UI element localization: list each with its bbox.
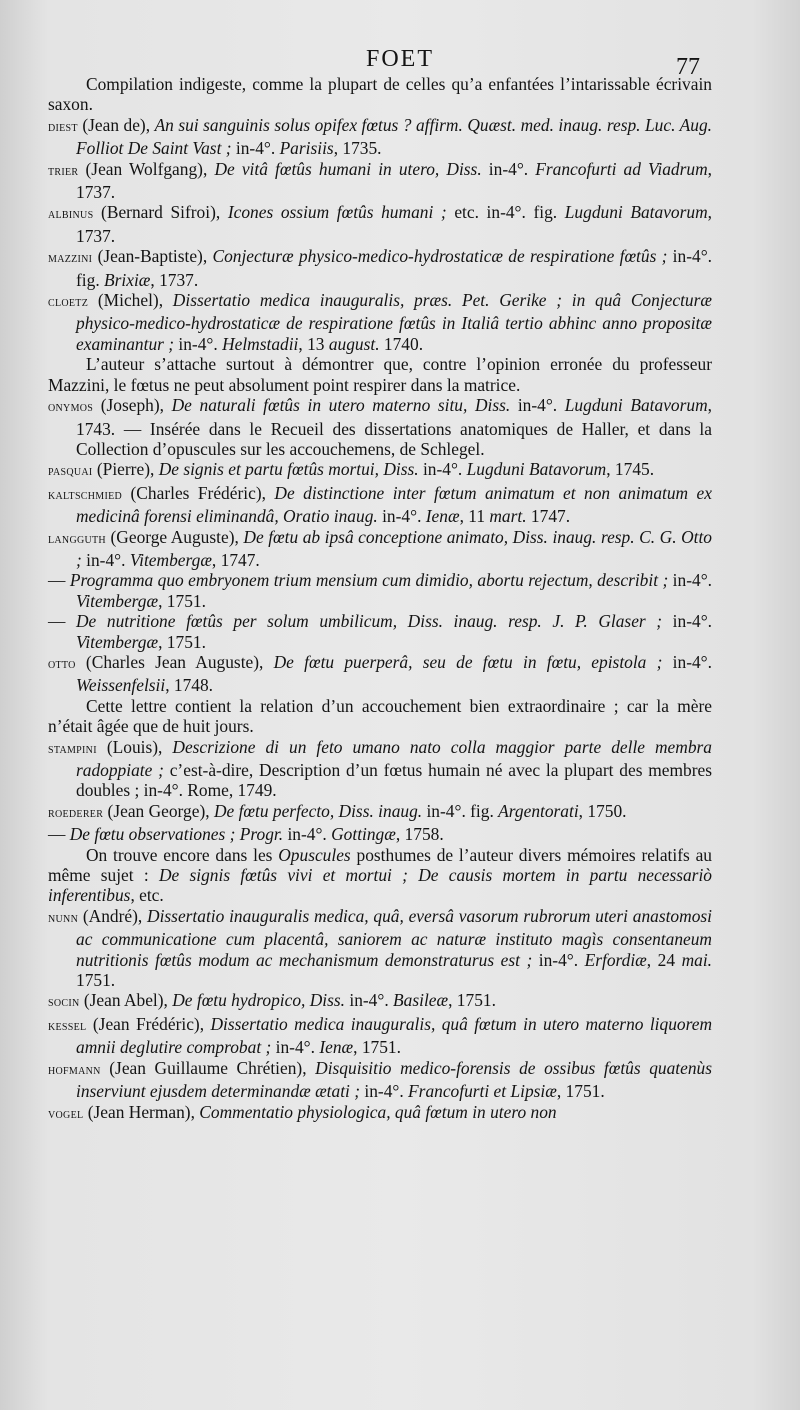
work-title: Francofurti et Lipsiæ <box>408 1081 557 1102</box>
work-title: Vitembergæ <box>76 590 159 611</box>
entry-text: in-4°. fig. <box>422 800 499 821</box>
work-title: Conjecturæ physico-medico-hydrostaticæ de respiratione fœtûs ; <box>212 246 668 267</box>
entry-text: (Pierre), <box>92 459 159 480</box>
work-title: Vitembergæ <box>129 549 212 570</box>
entry-text: , 13 <box>298 333 329 354</box>
intro-paragraph <box>48 74 712 115</box>
bibliography-entry <box>48 395 712 459</box>
work-title: mai. <box>681 949 712 970</box>
bibliography-entry <box>48 115 712 159</box>
bibliography-entry <box>48 483 712 527</box>
entry-text: in-4°. <box>231 138 280 159</box>
work-title: Parisiis <box>279 138 334 159</box>
work-title: august. <box>328 333 380 354</box>
entry-text: 1747. <box>526 506 571 527</box>
entry-text: 1751. <box>76 970 116 991</box>
author-name: hofmann <box>48 1062 101 1078</box>
entry-text: , 1751. <box>556 1081 605 1102</box>
entry-text: (Michel), <box>88 290 173 311</box>
page-number: 77 <box>676 54 700 80</box>
entry-text: etc. in-4°. fig. <box>446 202 565 223</box>
entry-text: , 11 <box>459 506 490 527</box>
work-title: Argentorati <box>498 800 579 821</box>
entry-text: (Jean Abel), <box>79 990 173 1011</box>
entry-text: , 1751. <box>353 1037 401 1058</box>
work-title: De fœtu puerperâ, seu de fœtu in fœtu, epistola ; <box>273 651 663 672</box>
author-name: albinus <box>48 207 94 223</box>
entry-text: , 24 <box>646 949 682 970</box>
commentary-paragraph <box>48 354 712 395</box>
entry-text: in-4°. <box>360 1081 409 1102</box>
entry-text: L’auteur s’attache surtout à démontrer que, contre l’opinion erronée du professeur Mazzini, le fœtus ne peut absolument point respirer dans la matrice. <box>48 354 712 395</box>
author-name: diest <box>48 119 78 135</box>
work-title: An sui sanguinis solus opifex fœtus ? affirm. Quæst. med. inaug. resp. Luc. Aug. Folliot De Saint Vast ; <box>76 114 712 159</box>
entry-text: , 1737. <box>150 269 199 290</box>
entry-text: , 1747. <box>211 549 260 570</box>
work-title: De naturali fœtûs in utero materno situ, Diss. <box>171 395 511 416</box>
work-title: Descrizione di un feto umano nato colla maggior parte delle membra radoppiate ; <box>76 736 712 780</box>
bibliography-entry <box>48 1058 712 1102</box>
author-name: cloetz <box>48 295 89 311</box>
entry-text: (Louis), <box>96 736 173 757</box>
author-name: stampini <box>48 741 97 757</box>
author-name: otto <box>48 656 76 672</box>
commentary-paragraph <box>48 845 712 906</box>
entry-text: in-4°. <box>418 459 467 480</box>
author-name: kessel <box>48 1018 87 1034</box>
work-title: De fœtu perfecto, Diss. inaug. <box>213 800 423 821</box>
work-title: Opuscules <box>278 844 351 865</box>
entry-text: (André), <box>78 905 148 926</box>
work-title: Lugduni Batavorum <box>564 202 708 223</box>
entry-text: , 1737. <box>76 202 712 246</box>
work-title: Dissertatio medica inauguralis, quâ fœtum in utero materno liquorem amnii deglutire comprobat ; <box>76 1013 713 1058</box>
bibliography-entry <box>48 459 712 482</box>
running-title: FOET <box>366 46 434 72</box>
entry-text: in-4°. <box>668 570 712 591</box>
work-title: De distinctione inter fœtum animatum et non animatum ex medicinâ forensi eliminandâ, Oratio inaug. <box>76 482 712 527</box>
entry-text: (Jean Wolfgang), <box>78 158 215 179</box>
bibliography-entry <box>48 824 712 844</box>
commentary-paragraph <box>48 696 712 737</box>
entry-text: in-4°. <box>510 395 565 416</box>
work-title: De fœtu observationes ; Progr. <box>69 824 284 845</box>
work-title: Gottingæ <box>331 824 396 845</box>
entry-text: , etc. <box>130 885 164 906</box>
work-title: De fœtu hydropico, Diss. <box>172 990 346 1011</box>
entry-text: (Jean Herman), <box>83 1101 200 1122</box>
author-name: kaltschmied <box>48 487 123 503</box>
entry-text: in-4°. <box>174 333 223 354</box>
work-title: Commentatio physiologica, quâ fœtum in utero non <box>199 1101 557 1122</box>
page-body <box>48 74 712 1125</box>
work-title: Lugduni Batavorum <box>564 395 708 416</box>
bibliography-entry <box>48 1014 712 1058</box>
bibliography-entry <box>48 1102 712 1125</box>
entry-text: (George Auguste), <box>105 526 244 547</box>
entry-text: in-4°. <box>271 1037 320 1058</box>
entry-text: in-4°. <box>481 158 536 179</box>
bibliography-entry <box>48 527 712 571</box>
work-title: De signis fœtûs vivi et mortui ; De causis mortem in partu necessariò inferentibus <box>48 865 712 906</box>
entry-text: , 1751. <box>158 631 206 652</box>
work-title: Vitembergæ <box>76 631 159 652</box>
bibliography-entry <box>48 801 712 824</box>
entry-text: (Charles Jean Auguste), <box>75 651 274 672</box>
work-title: Programma quo embryonem trium mensium cum dimidio, abortu rejectum, describit ; <box>69 570 669 591</box>
work-title: De vitâ fœtûs humani in utero, Diss. <box>214 158 482 179</box>
entry-text: , 1737. <box>76 158 712 203</box>
entry-text: , 1748. <box>165 675 214 696</box>
entry-text: in-4°. <box>662 651 712 672</box>
entry-text: , 1743. — Insérée dans le Recueil des dissertations anatomiques de Haller, et dans la Collection d’opuscules sur les accouchemens, de Schlegel. <box>76 395 712 459</box>
work-title: mart. <box>489 506 527 527</box>
work-title: Ienæ <box>425 506 460 527</box>
bibliography-entry <box>48 737 712 801</box>
entry-text: in-4°. fig. <box>76 246 712 290</box>
author-name: socin <box>48 995 80 1011</box>
entry-text: Cette lettre contient la relation d’un accouchement bien extraordinaire ; car la mère n’était âgée que de huit jours. <box>48 695 712 737</box>
author-name: onymos <box>48 400 94 416</box>
entry-text: Compilation indigeste, comme la plupart de celles qu’a enfantées l’intarissable écrivain saxon. <box>48 74 712 115</box>
work-title: De signis et partu fœtûs mortui, Diss. <box>158 459 419 480</box>
work-title: De nutritione fœtûs per solum umbilicum, Diss. inaug. resp. J. P. Glaser ; <box>76 611 663 632</box>
work-title: Weissenfelsii <box>76 675 166 696</box>
bibliography-entry <box>48 611 712 652</box>
entry-text: , 1758. <box>395 824 444 845</box>
entry-text: On trouve encore dans les <box>86 844 279 865</box>
work-title: Brixiæ <box>104 269 151 290</box>
work-title: Ienæ <box>319 1037 354 1058</box>
bibliography-entry <box>48 202 712 246</box>
work-title: Icones ossium fœtûs humani ; <box>227 202 447 223</box>
entry-text: c’est-à-dire, Description d’un fœtus humain né avec la plupart des membres doubles ; in-4°. Rome, 1749. <box>76 760 712 801</box>
work-title: Dissertatio medica inauguralis, præs. Pet. Gerike ; in quâ Conjecturæ physico-medico-hydrostaticæ de respiratione fœtûs in Italiâ tertio abhinc anno propositæ examinantur ; <box>76 290 712 354</box>
entry-text: (Jean George), <box>103 800 214 821</box>
bibliography-entry <box>48 290 712 354</box>
work-title: Francofurti ad Viadrum <box>535 158 708 179</box>
author-name: trier <box>48 163 79 179</box>
entry-text: , 1735. <box>333 138 382 159</box>
bibliography-entry <box>48 906 712 991</box>
work-title: Disquisitio medico-forensis de ossibus fœtûs quatenùs inserviunt ejusdem determinandæ ætati ; <box>76 1057 712 1102</box>
bibliography-entry <box>48 570 712 611</box>
work-title: Lugduni Batavorum <box>466 459 607 480</box>
bibliography-entry <box>48 159 712 203</box>
work-title: Erfordiæ <box>584 949 647 970</box>
entry-text: in-4°. <box>532 949 585 970</box>
work-title: Basileæ <box>393 990 449 1011</box>
entry-text: posthumes de l’auteur divers mémoires relatifs au même sujet : <box>48 844 712 886</box>
work-title: Helmstadii <box>222 333 299 354</box>
work-title: De fœtu ab ipsâ conceptione animato, Diss. inaug. resp. C. G. Otto ; <box>76 526 713 570</box>
entry-text: in-4°. <box>345 990 394 1011</box>
entry-text: in-4°. <box>377 506 426 527</box>
entry-text: , 1751. <box>448 990 496 1011</box>
entry-text: , 1750. <box>578 800 627 821</box>
entry-text: — <box>48 611 76 632</box>
entry-text: (Jean-Baptiste), <box>92 246 213 267</box>
bibliography-entry <box>48 246 712 290</box>
work-title: Dissertatio inauguralis medica, quâ, eversâ vasorum rubrorum uteri anastomosi ac communicatione cum placentâ, saniorem ac naturæ instituto magìs consentaneum nutritionis fœtûs modum ac mechanismum demonstraturus est ; <box>76 905 712 970</box>
entry-text: (Jean de), <box>77 114 155 135</box>
entry-text: (Joseph), <box>93 395 172 416</box>
entry-text: 1740. <box>379 333 424 354</box>
entry-text: (Jean Frédéric), <box>86 1013 211 1034</box>
entry-text: in-4°. <box>662 611 712 632</box>
entry-text: , 1745. <box>606 459 655 480</box>
entry-text: — <box>48 570 70 591</box>
bibliography-entry <box>48 652 712 696</box>
author-name: langguth <box>48 531 106 547</box>
author-name: pasquai <box>48 464 93 480</box>
author-name: vogel <box>48 1106 84 1122</box>
bibliography-entry <box>48 990 712 1013</box>
author-name: nunn <box>48 910 79 926</box>
entry-text: (Jean Guillaume Chrétien), <box>100 1057 316 1078</box>
entry-text: in-4°. <box>283 824 332 845</box>
entry-text: (Bernard Sifroi), <box>93 202 228 223</box>
entry-text: — <box>48 824 70 845</box>
author-name: mazzini <box>48 251 93 267</box>
entry-text: , 1751. <box>158 590 206 611</box>
entry-text: in-4°. <box>81 549 130 570</box>
author-name: roederer <box>48 805 104 821</box>
entry-text: (Charles Frédéric), <box>122 482 275 503</box>
